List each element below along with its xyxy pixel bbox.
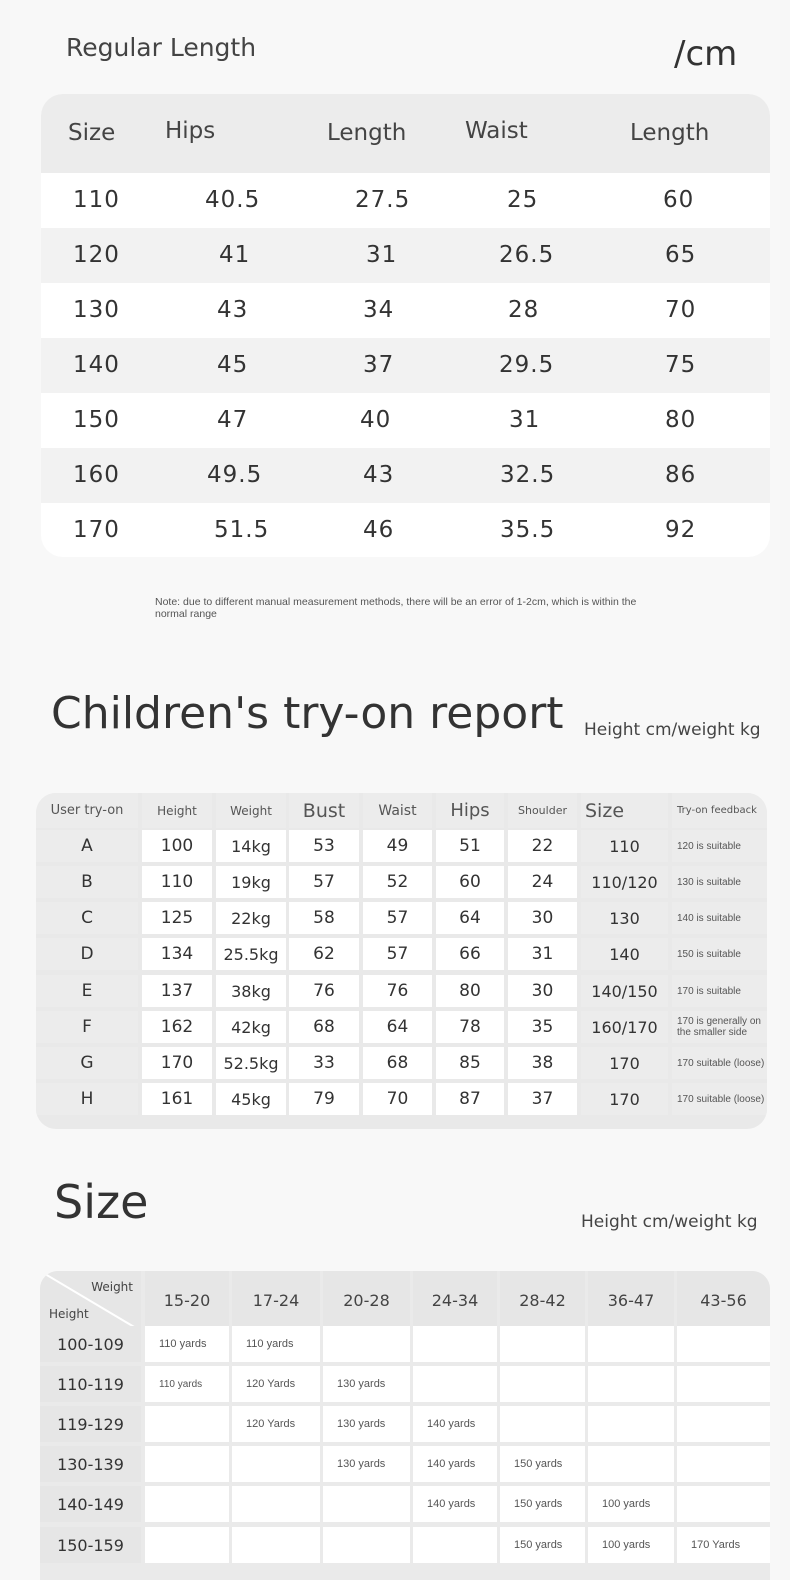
size-cell: 130 yards (323, 1406, 410, 1442)
size-cell: 120 Yards (232, 1406, 320, 1442)
header-weight: Weight (216, 793, 286, 828)
cell-hips: 43 (217, 297, 249, 323)
cell-waist: 52 (363, 866, 432, 898)
cell-hips: 66 (436, 938, 504, 970)
size-cell (677, 1486, 770, 1522)
cell-weight: 22kg (216, 902, 286, 934)
cell-hips: 60 (436, 866, 504, 898)
cell-waist: 31 (509, 407, 541, 433)
cell-size: 130 (581, 902, 668, 934)
cell-height: 137 (142, 975, 212, 1007)
size-cell (677, 1366, 770, 1402)
size-cell (145, 1406, 229, 1442)
cell-waist: 57 (363, 938, 432, 970)
height-header: 130-139 (40, 1446, 141, 1482)
cell-length: 34 (363, 297, 395, 323)
size-cell: 140 yards (413, 1446, 497, 1482)
corner-weight-label: Weight (91, 1280, 133, 1294)
unit-label: /cm (674, 34, 738, 74)
cell-feedback: 170 suitable (loose) (672, 1047, 767, 1079)
cell-waist: 70 (363, 1083, 432, 1115)
size-cell: 120 Yards (232, 1366, 320, 1402)
size-cell: 170 Yards (677, 1527, 770, 1563)
height-header: 140-149 (40, 1486, 141, 1522)
cell-hips: 87 (436, 1083, 504, 1115)
cell-size: 110 (581, 830, 668, 862)
cell-feedback: 170 is suitable (672, 975, 767, 1007)
size-cell: 150 yards (500, 1446, 585, 1482)
cell-user: B (36, 866, 138, 898)
cell-shoulder: 37 (508, 1083, 577, 1115)
cell-length-2: 65 (665, 242, 697, 268)
size-cell (145, 1486, 229, 1522)
header-waist: Waist (465, 118, 528, 144)
height-header: 110-119 (40, 1366, 141, 1402)
cell-waist: 68 (363, 1047, 432, 1079)
size-cell (500, 1366, 585, 1402)
cell-feedback: 120 is suitable (672, 830, 767, 862)
cell-length-2: 70 (665, 297, 697, 323)
cell-shoulder: 30 (508, 975, 577, 1007)
cell-waist: 57 (363, 902, 432, 934)
cell-bust: 58 (289, 902, 359, 934)
size-cell (588, 1326, 674, 1362)
cell-weight: 14kg (216, 830, 286, 862)
cell-user: C (36, 902, 138, 934)
cell-waist: 26.5 (499, 242, 555, 268)
header-length: Length (327, 120, 407, 146)
table-row (41, 393, 770, 448)
header-hips: Hips (436, 793, 504, 828)
size-cell (232, 1527, 320, 1563)
cell-waist: 25 (507, 187, 539, 213)
size-cell (500, 1326, 585, 1362)
measurement-note: Note: due to different manual measurement methods, there will be an error of 1-2cm, which is within the normal range (155, 596, 637, 620)
cell-length: 27.5 (355, 187, 411, 213)
cell-feedback: 140 is suitable (672, 902, 767, 934)
size-cell (323, 1326, 410, 1362)
cell-length: 37 (363, 352, 395, 378)
size-cell (588, 1366, 674, 1402)
size-title: Size (54, 1175, 149, 1229)
regular-length-table (41, 94, 770, 557)
weight-header: 43-56 (677, 1271, 770, 1329)
header-length-2: Length (630, 120, 710, 146)
cell-bust: 76 (289, 975, 359, 1007)
size-cell (413, 1527, 497, 1563)
size-cell (413, 1366, 497, 1402)
cell-length-2: 86 (665, 462, 697, 488)
cell-bust: 62 (289, 938, 359, 970)
weight-header: 20-28 (323, 1271, 410, 1329)
height-header: 119-129 (40, 1406, 141, 1442)
cell-size: 130 (73, 297, 120, 323)
cell-length: 40 (360, 407, 392, 433)
cell-length-2: 80 (665, 407, 697, 433)
cell-length: 46 (363, 517, 395, 543)
cell-size: 140/150 (581, 975, 668, 1007)
size-cell (145, 1527, 229, 1563)
cell-length-2: 92 (665, 517, 697, 543)
cell-user: H (36, 1083, 138, 1115)
cell-height: 100 (142, 830, 212, 862)
height-header: 150-159 (40, 1527, 141, 1563)
cell-hips: 80 (436, 975, 504, 1007)
cell-size: 110 (73, 187, 120, 213)
table-row (41, 228, 770, 283)
cell-hips: 64 (436, 902, 504, 934)
header-bust: Bust (289, 793, 359, 828)
cell-feedback: 130 is suitable (672, 866, 767, 898)
weight-header: 28-42 (500, 1271, 585, 1329)
size-cell (588, 1446, 674, 1482)
cell-hips: 51 (436, 830, 504, 862)
size-cell (323, 1527, 410, 1563)
cell-size: 110/120 (581, 866, 668, 898)
cell-bust: 33 (289, 1047, 359, 1079)
cell-height: 162 (142, 1011, 212, 1043)
size-guide-page (10, 0, 780, 1580)
cell-user: F (36, 1011, 138, 1043)
size-cell: 110 yards (145, 1326, 229, 1362)
cell-shoulder: 30 (508, 902, 577, 934)
cell-height: 110 (142, 866, 212, 898)
cell-user: A (36, 830, 138, 862)
size-cell: 150 yards (500, 1486, 585, 1522)
height-header: 100-109 (40, 1326, 141, 1362)
table-row (41, 283, 770, 338)
cell-user: E (36, 975, 138, 1007)
header-hips: Hips (165, 118, 216, 144)
cell-shoulder: 31 (508, 938, 577, 970)
tryon-report-table (36, 793, 767, 1129)
size-cell (413, 1326, 497, 1362)
header-height: Height (142, 793, 212, 828)
cell-weight: 42kg (216, 1011, 286, 1043)
cell-feedback: 150 is suitable (672, 938, 767, 970)
cell-height: 125 (142, 902, 212, 934)
cell-waist: 29.5 (499, 352, 555, 378)
cell-hips: 40.5 (205, 187, 261, 213)
cell-size: 140 (581, 938, 668, 970)
size-cell (588, 1406, 674, 1442)
cell-size: 120 (73, 242, 120, 268)
cell-hips: 47 (217, 407, 249, 433)
cell-bust: 79 (289, 1083, 359, 1115)
header-user: User try-on (36, 793, 138, 828)
cell-weight: 45kg (216, 1083, 286, 1115)
header-shoulder: Shoulder (508, 793, 577, 828)
cell-bust: 53 (289, 830, 359, 862)
cell-shoulder: 35 (508, 1011, 577, 1043)
cell-size: 160/170 (581, 1011, 668, 1043)
table-row (41, 503, 770, 557)
cell-waist: 28 (508, 297, 540, 323)
size-cell: 130 yards (323, 1446, 410, 1482)
cell-waist: 32.5 (500, 462, 556, 488)
size-cell: 150 yards (500, 1527, 585, 1563)
table-row (41, 448, 770, 503)
cell-shoulder: 22 (508, 830, 577, 862)
size-cell: 110 yards (232, 1326, 320, 1362)
size-cell: 140 yards (413, 1406, 497, 1442)
tryon-report-title: Children's try-on report (51, 688, 564, 739)
table-row (41, 338, 770, 393)
cell-size: 170 (73, 517, 120, 543)
cell-feedback: 170 suitable (loose) (672, 1083, 767, 1115)
regular-length-title: Regular Length (66, 33, 257, 62)
table-header (41, 94, 770, 173)
header-waist: Waist (363, 793, 432, 828)
cell-hips: 78 (436, 1011, 504, 1043)
cell-hips: 49.5 (207, 462, 263, 488)
cell-height: 134 (142, 938, 212, 970)
size-unit-label: Height cm/weight kg (581, 1212, 758, 1232)
size-cell (500, 1406, 585, 1442)
cell-size: 140 (73, 352, 120, 378)
weight-header: 36-47 (588, 1271, 674, 1329)
cell-hips: 85 (436, 1047, 504, 1079)
cell-bust: 68 (289, 1011, 359, 1043)
cell-user: G (36, 1047, 138, 1079)
tryon-unit-label: Height cm/weight kg (584, 720, 761, 740)
cell-length-2: 60 (663, 187, 695, 213)
cell-weight: 25.5kg (216, 938, 286, 970)
size-cell (145, 1446, 229, 1482)
cell-size: 170 (581, 1047, 668, 1079)
cell-feedback: 170 is generally on the smaller side (672, 1011, 767, 1043)
cell-weight: 38kg (216, 975, 286, 1007)
cell-length-2: 75 (665, 352, 697, 378)
header-feedback: Try-on feedback (672, 793, 767, 828)
cell-size: 170 (581, 1083, 668, 1115)
weight-header: 24-34 (413, 1271, 497, 1329)
cell-length: 43 (363, 462, 395, 488)
size-cell (677, 1446, 770, 1482)
cell-size: 150 (73, 407, 120, 433)
cell-height: 161 (142, 1083, 212, 1115)
weight-header: 17-24 (232, 1271, 320, 1329)
size-cell: 100 yards (588, 1486, 674, 1522)
header-size: Size (581, 793, 668, 828)
cell-shoulder: 24 (508, 866, 577, 898)
corner-height-label: Height (49, 1307, 89, 1321)
size-cell (232, 1446, 320, 1482)
cell-weight: 19kg (216, 866, 286, 898)
cell-length: 31 (366, 242, 398, 268)
size-cell: 110 yards (145, 1366, 229, 1402)
cell-waist: 49 (363, 830, 432, 862)
size-cell: 140 yards (413, 1486, 497, 1522)
cell-waist: 64 (363, 1011, 432, 1043)
header-size: Size (68, 120, 116, 146)
cell-bust: 57 (289, 866, 359, 898)
size-cell (323, 1486, 410, 1522)
cell-weight: 52.5kg (216, 1047, 286, 1079)
table-row (41, 173, 770, 228)
cell-hips: 41 (219, 242, 251, 268)
cell-user: D (36, 938, 138, 970)
cell-size: 160 (73, 462, 120, 488)
corner-header (40, 1271, 141, 1331)
cell-hips: 45 (217, 352, 249, 378)
cell-height: 170 (142, 1047, 212, 1079)
cell-waist: 35.5 (500, 517, 556, 543)
cell-shoulder: 38 (508, 1047, 577, 1079)
size-chart-table (40, 1271, 770, 1580)
size-cell: 100 yards (588, 1527, 674, 1563)
cell-waist: 76 (363, 975, 432, 1007)
cell-hips: 51.5 (214, 517, 270, 543)
size-cell (677, 1406, 770, 1442)
size-cell: 130 yards (323, 1366, 410, 1402)
weight-header: 15-20 (145, 1271, 229, 1329)
size-cell (232, 1486, 320, 1522)
size-cell (677, 1326, 770, 1362)
